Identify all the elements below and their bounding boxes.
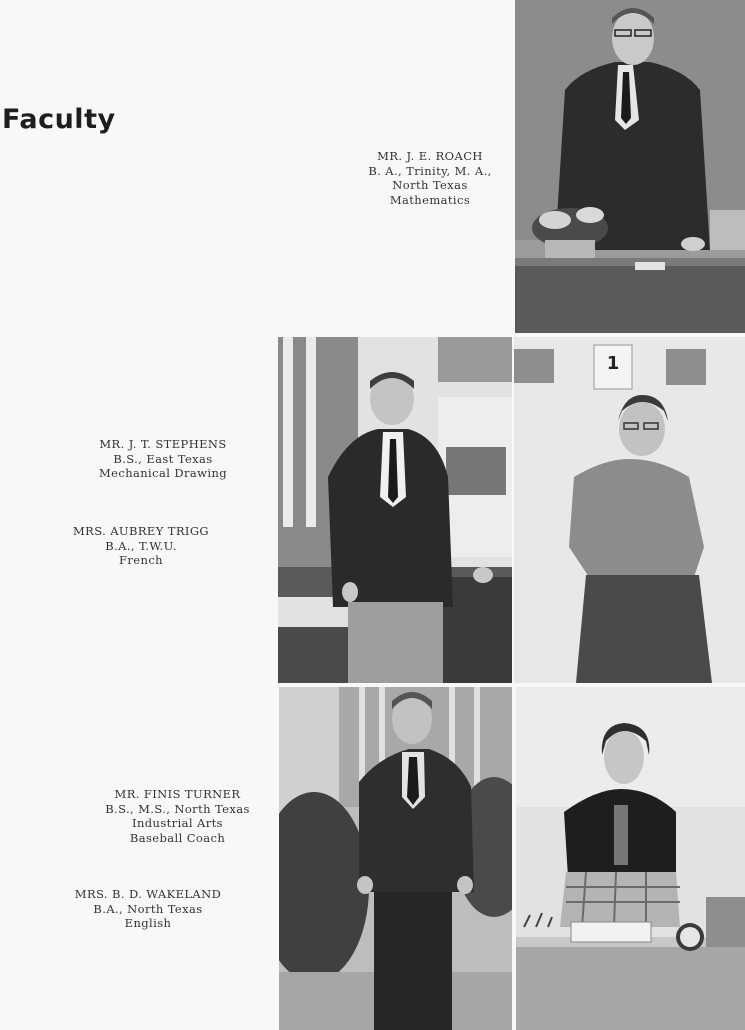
faculty-subject: Industrial Arts bbox=[132, 816, 223, 830]
caption-stephens bbox=[88, 437, 238, 481]
faculty-name: MR. J. E. ROACH bbox=[377, 149, 483, 163]
faculty-degree: B. A., Trinity, M. A., bbox=[368, 163, 492, 178]
faculty-degree: B.S., M.S., North Texas bbox=[105, 801, 250, 816]
faculty-name: MR. J. T. STEPHENS bbox=[99, 437, 227, 451]
photo-roach bbox=[515, 0, 745, 333]
faculty-degree: North Texas bbox=[392, 178, 468, 192]
caption-trigg bbox=[66, 524, 216, 568]
faculty-name: MRS. AUBREY TRIGG bbox=[72, 524, 209, 538]
faculty-degree: B.S., East Texas bbox=[113, 451, 213, 466]
photo-turner bbox=[279, 687, 512, 1030]
page-title: Faculty bbox=[2, 104, 116, 135]
photo-wakeland bbox=[516, 687, 745, 1030]
faculty-degree: B.A., T.W.U. bbox=[105, 538, 177, 553]
faculty-subject: Mechanical Drawing bbox=[98, 466, 228, 480]
faculty-name: MR. FINIS TURNER bbox=[114, 787, 241, 801]
faculty-subject: Baseball Coach bbox=[129, 830, 226, 845]
faculty-name: MRS. B. D. WAKELAND bbox=[74, 887, 222, 901]
caption-roach bbox=[345, 149, 515, 207]
calendar-number: 1 bbox=[606, 353, 620, 374]
faculty-subject: English bbox=[124, 916, 172, 930]
caption-turner bbox=[90, 787, 265, 845]
photo-trigg bbox=[514, 337, 745, 683]
caption-wakeland bbox=[73, 887, 223, 931]
photo-stephens bbox=[278, 337, 512, 683]
faculty-subject: French bbox=[119, 553, 163, 567]
faculty-degree: B.A., North Texas bbox=[93, 901, 203, 916]
faculty-subject: Mathematics bbox=[389, 192, 471, 207]
